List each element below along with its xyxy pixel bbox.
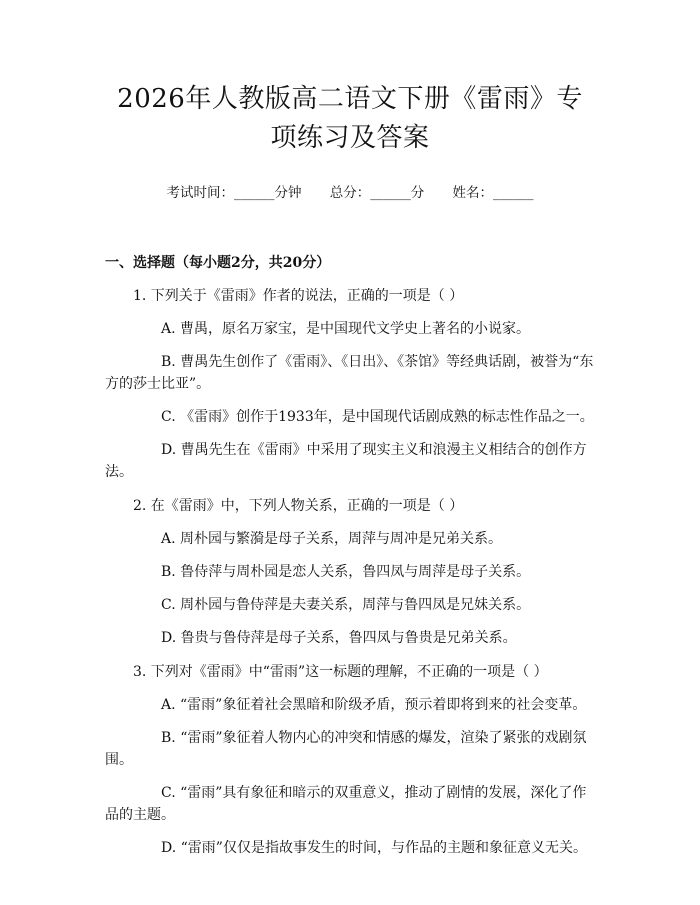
question-stem: 1. 下列关于《雷雨》作者的说法，正确的一项是（ ） bbox=[133, 288, 464, 304]
question-3 bbox=[105, 661, 595, 859]
option-a: A. 周朴园与繁漪是母子关系，周萍与周冲是兄弟关系。 bbox=[161, 531, 503, 547]
exam-name: 姓名：______ bbox=[452, 185, 534, 201]
option-a: A. “雷雨”象征着社会黑暗和阶级矛盾，预示着即将到来的社会变革。 bbox=[161, 697, 587, 713]
option-a: A. 曹禺，原名万家宝，是中国现代文学史上著名的小说家。 bbox=[161, 321, 531, 337]
option-d: D. 鲁贵与鲁侍萍是母子关系，鲁四凤与鲁贵是兄弟关系。 bbox=[161, 630, 517, 646]
question-stem: 2. 在《雷雨》中，下列人物关系，正确的一项是（ ） bbox=[133, 498, 464, 514]
option-c: C. 《雷雨》创作于1933年，是中国现代话剧成熟的标志性作品之一。 bbox=[161, 409, 594, 425]
exam-score: 总分：______分 bbox=[329, 185, 425, 201]
option-b: B. “雷雨”象征着人物内心的冲突和情感的爆发，渲染了紧张的戏剧氛围。 bbox=[105, 730, 587, 768]
option-d: D. 曹禺先生在《雷雨》中采用了现实主义和浪漫主义相结合的创作方法。 bbox=[105, 442, 587, 480]
section-heading: 一、选择题（每小题2分，共20分） bbox=[105, 255, 331, 271]
question-stem: 3. 下列对《雷雨》中“雷雨”这一标题的理解，不正确的一项是（ ） bbox=[133, 664, 548, 680]
document-title: 2026年人教版高二语文下册《雷雨》专项练习及答案 bbox=[117, 84, 583, 153]
question-1 bbox=[105, 285, 595, 483]
option-d: D. “雷雨”仅仅是指故事发生的时间，与作品的主题和象征意义无关。 bbox=[161, 840, 587, 856]
option-c: C. 周朴园与鲁侍萍是夫妻关系，周萍与鲁四凤是兄妹关系。 bbox=[161, 597, 531, 613]
option-b: B. 曹禺先生创作了《雷雨》、《日出》、《茶馆》等经典话剧，被誉为“东方的莎士比亚”。 bbox=[105, 354, 594, 392]
option-b: B. 鲁侍萍与周朴园是恋人关系，鲁四凤与周萍是母子关系。 bbox=[161, 564, 531, 580]
option-c: C. “雷雨”具有象征和暗示的双重意义，推动了剧情的发展，深化了作品的主题。 bbox=[105, 785, 587, 823]
exam-info bbox=[105, 183, 595, 203]
exam-time: 考试时间：______分钟 bbox=[166, 185, 302, 201]
question-2 bbox=[105, 495, 595, 649]
